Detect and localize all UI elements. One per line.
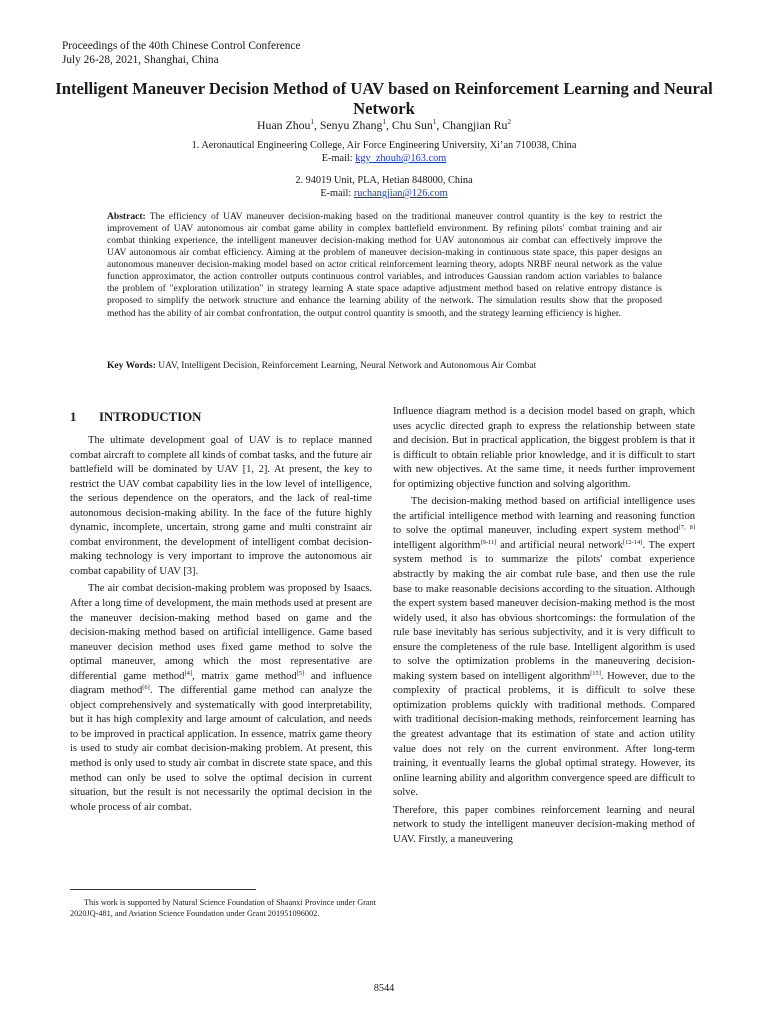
email-label: E-mail: [321, 153, 356, 164]
paragraph: Therefore, this paper combines reinforcement learning and neural network to study the intelligent maneuver decision-making method of UAV. Firstly, a maneuvering [393, 804, 695, 845]
paragraph [393, 495, 695, 800]
affiliation-2 [0, 174, 768, 200]
author-name: Changjian Ru [442, 118, 508, 132]
citation: [5] [296, 669, 305, 677]
email-link[interactable]: kgy_zhouh@163.com [355, 153, 447, 164]
abstract [107, 211, 662, 320]
text-run: The air combat decision-making problem was proposed by Isaacs. After a long time of development, the main methods used at present are the maneuver decision-making method based on game and the decision-making method based on artificial intelligence. Game based maneuver decision method uses fixed game method to solve the optimal maneuver, among which the most representative are differential game method [70, 583, 372, 682]
citation: [15] [590, 669, 601, 677]
author-affil-mark: 1 [382, 118, 386, 126]
affiliation-1 [0, 139, 768, 165]
citation: [4] [184, 669, 193, 677]
text-run: and artificial neural network [496, 539, 623, 551]
footnote-divider [70, 889, 256, 890]
keywords-text: UAV, Intelligent Decision, Reinforcement Learning, Neural Network and Autonomous Air Combat [158, 360, 537, 371]
email-link[interactable]: ruchangjian@126.com [353, 188, 448, 199]
author-affil-mark: 2 [507, 118, 511, 126]
section-number: 1 [70, 410, 77, 424]
keywords [107, 360, 662, 372]
conference-header [62, 39, 300, 67]
paragraph: The ultimate development goal of UAV is to replace manned combat aircraft to complete all kinds of combat tasks, and the future air battlefield will be dominated by UAV [1, 2]. At present, the key to restrict the UAV combat capability lies in the low level of intelligence, the serious dependence on the operators, and the lack of real-time autonomous decision-making ability. In the face of the future highly dynamic, incomplete, uncertain, strong game and multi constraint air combat environment, the development of intelligent combat decision-making technology is very important to improve the autonomous air combat capability of UAV [3]. [70, 435, 372, 577]
affiliation-email [0, 187, 768, 200]
author-list [0, 118, 768, 132]
abstract-label: Abstract: [107, 211, 146, 222]
citation: [7, 8] [678, 524, 695, 532]
citation: [12-14] [622, 538, 643, 546]
author-affil-mark: 1 [310, 118, 314, 126]
citation: [9-11] [480, 538, 497, 546]
paragraph [70, 582, 372, 815]
author-name: Senyu Zhang [319, 118, 383, 132]
paragraph: Influence diagram method is a decision model based on graph, which uses acyclic directed graph to express the relationship between state and decision. But in practical application, the biggest problem is that it is difficult to obtain reliable prior knowledge, and it is difficult to start with new objectives. At the same time, it needs further improvement for optimizing objective function and solving algorithm. [393, 406, 695, 490]
page-number: 8544 [373, 983, 395, 994]
author-name: Huan Zhou [257, 118, 311, 132]
text-run: and influence diagram method [70, 670, 372, 697]
abstract-text: The efficiency of UAV maneuver decision-making based on the traditional maneuver control quantity is the key to restrict the improvement of UAV autonomous air combat game ability in complex battlefield environment. By refining pilots' combat training and air combat thinking experience, the intelligent maneuver decision-making method for UAV autonomous air combat can effectively improve the UAV autonomous air combat efficiency. Aiming at the problem of maneuver decision-making in continuous state space, this paper designs an autonomous maneuver decision-making model based on actor critical reinforcement learning theory, adopts NRBF neural network as the value function approximator, the action controller outputs continuous control variables, and introduces Gaussian random action variables to balance the problem of "exploration utilization" in strategy learning A state space adaptive adjustment method based on relative entropy distance is proposed to simplify the network structure and enhance the learning ability of the network. The simulation results show that the proposed method has the ability of air combat confrontation, the output control quantity is smooth, and the strategy learning efficiency is higher. [107, 211, 662, 319]
conference-date-place: July 26-28, 2021, Shanghai, China [62, 54, 219, 66]
section-heading [70, 409, 372, 425]
text-run: . The expert system method is to summarize the pilots' combat experience abstractly by making the air combat rule base, and then use the rule base to make reasonable decisions according to the situation. Although the expert system based maneuver decision-making method is the most widely used, it also has obvious shortcomings: the formulation of the rule base inevitably has serious subjectivity, and it is very difficult to ensure the completeness of the rule base. Intelligent algorithm is used to solve the optimization problems in the maneuvering decision-making system based on intelligent algorithm [393, 539, 695, 682]
text-run: , matrix game method [192, 670, 297, 682]
affiliation-line: 2. 94019 Unit, PLA, Hetian 848000, China [295, 175, 473, 186]
text-run: . The differential game method can analyze the object comprehensively and systematically with good interpretability, but it has high complexity and large amount of calculation, and needs to be improved in practical application. In essence, matrix game theory is used to study air combat decision-making problem. At present, this method is only used to study air combat in discrete state space, and this method can only be used to solve the optimal decision in current situation, but the result is not necessarily the optimal decision in the whole process of air combat. [70, 685, 373, 813]
funding-footnote: This work is supported by Natural Science Foundation of Shaanxi Province under Grant 2020JQ-481, and Aviation Science Foundation under Grant 201951096002. [70, 898, 376, 918]
section-title: INTRODUCTION [99, 410, 202, 424]
author-separator: , [385, 118, 392, 132]
paper-title: Intelligent Maneuver Decision Method of UAV based on Reinforcement Learning and Neural Network [55, 79, 713, 118]
left-column [70, 405, 372, 818]
author-separator: , [313, 118, 320, 132]
conference-name: Proceedings of the 40th Chinese Control Conference [62, 40, 301, 52]
author-name: Chu Sun [391, 118, 433, 132]
citation: [6] [142, 684, 150, 692]
author-affil-mark: 1 [432, 118, 437, 126]
text-run: The decision-making method based on artificial intelligence uses the artificial intelligence method with learning and reasoning function to solve the optimal maneuver, including expert system method [393, 496, 695, 537]
keywords-label: Key Words: [107, 360, 156, 371]
text-run: . However, due to the complexity of practical problems, it is difficult to solve these optimization problems quickly with traditional methods. Compared with traditional decision-making methods, reinforcement learning has the greatest advantage that its estimation of state and action utility value does not rely on the current environment. After long-term training, it eventually learns the global optimal strategy. However, its online learning ability and algorithm convergence speed are difficult to solve. [393, 670, 695, 799]
affiliation-email [0, 152, 768, 165]
email-label: E-mail: [320, 188, 354, 199]
author-separator: , [436, 118, 443, 132]
text-run: intelligent algorithm [393, 539, 481, 551]
affiliation-line: 1. Aeronautical Engineering College, Air Force Engineering University, Xi’an 710038, China [191, 140, 577, 151]
right-column [393, 405, 695, 850]
